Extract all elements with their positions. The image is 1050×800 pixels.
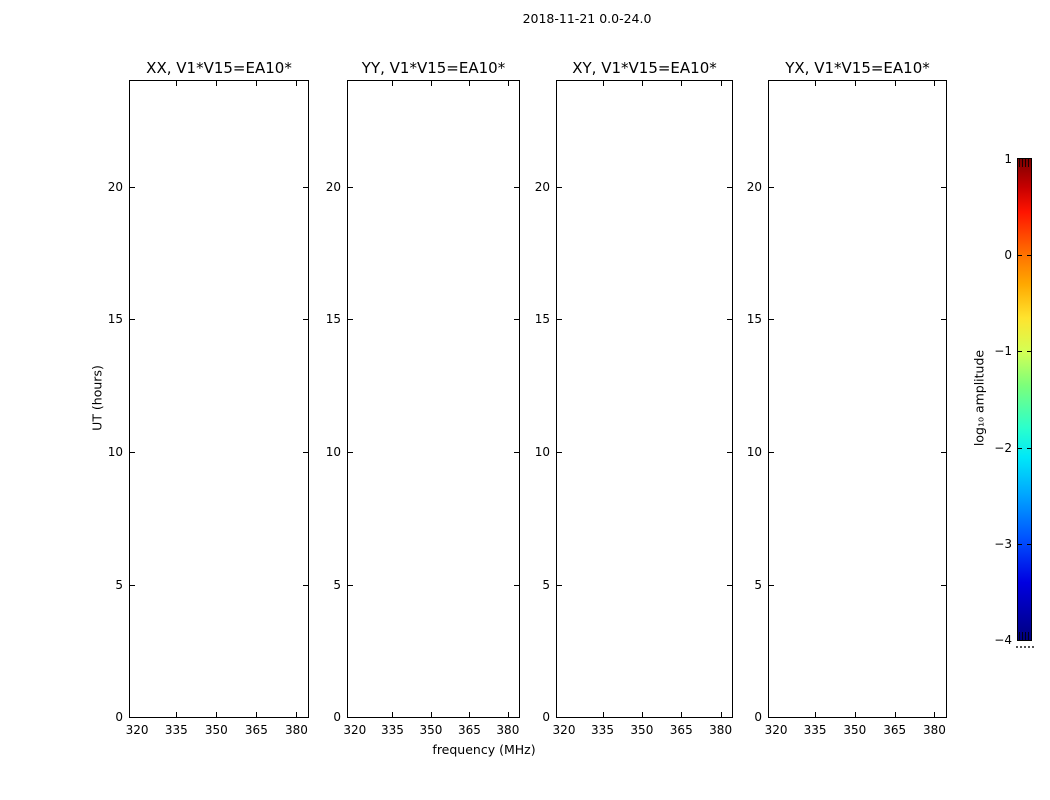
colorbar-tick-label: 0 [1004, 248, 1012, 263]
figure-title: 2018-11-21 0.0-24.0 [522, 11, 652, 26]
x-tick-label: 335 [591, 723, 614, 737]
y-tick-label: 0 [542, 710, 550, 724]
x-tick-label: 350 [204, 723, 228, 737]
x-tick-label: 350 [630, 723, 654, 737]
colorbar-tick-label: −2 [994, 440, 1012, 455]
tick-mark [469, 712, 470, 717]
tick-mark [303, 319, 308, 320]
x-tick-label: 350 [419, 723, 443, 737]
y-tick-label: 20 [107, 179, 123, 194]
tick-mark [296, 712, 297, 717]
tick-mark [642, 81, 643, 86]
tick-mark [727, 187, 732, 188]
tick-mark [303, 187, 308, 188]
tick-mark [216, 712, 217, 717]
x-tick-label: 365 [457, 723, 481, 737]
tick-mark [681, 81, 682, 86]
x-tick-label: 380 [923, 723, 946, 737]
tick-mark [469, 81, 470, 86]
panel-title: YY, V1*V15=EA10* [361, 59, 506, 77]
y-tick-label: 20 [534, 179, 550, 194]
tick-mark [303, 585, 308, 586]
y-tick-label: 5 [754, 577, 762, 592]
tick-mark [727, 452, 732, 453]
tick-mark [348, 319, 353, 320]
panel-title: XY, V1*V15=EA10* [572, 59, 717, 77]
tick-mark [934, 81, 935, 86]
y-tick-label: 20 [325, 179, 341, 194]
y-tick-label: 10 [746, 444, 762, 459]
tick-mark [130, 319, 135, 320]
tick-mark [431, 81, 432, 86]
tick-mark [514, 319, 519, 320]
tick-mark [392, 712, 393, 717]
y-tick-label: 0 [754, 710, 762, 724]
colorbar-comb-top [1019, 159, 1030, 167]
tick-mark [508, 712, 509, 717]
tick-mark [941, 319, 946, 320]
tick-mark [1027, 255, 1031, 256]
tick-mark [895, 712, 896, 717]
colorbar-label: log₁₀ amplitude [971, 349, 987, 447]
y-tick-label: 5 [115, 577, 123, 592]
tick-mark [1018, 351, 1022, 352]
tick-mark [514, 187, 519, 188]
tick-mark [514, 452, 519, 453]
y-tick-label: 20 [746, 179, 762, 194]
tick-mark [815, 712, 816, 717]
tick-mark [348, 452, 353, 453]
x-tick-label: 335 [381, 723, 404, 737]
tick-mark [1027, 448, 1031, 449]
y-tick-label: 15 [746, 311, 762, 326]
y-axis-label: UT (hours) [89, 365, 105, 431]
x-tick-label: 380 [496, 723, 520, 737]
tick-mark [1027, 544, 1031, 545]
x-tick-label: 365 [669, 723, 693, 737]
tick-mark [769, 585, 774, 586]
panel-xx [107, 59, 309, 737]
colorbar-comb-bottom [1019, 632, 1030, 640]
tick-mark [941, 452, 946, 453]
tick-mark [721, 81, 722, 86]
tick-mark [727, 585, 732, 586]
x-tick-label: 320 [764, 723, 788, 737]
panel-title: XX, V1*V15=EA10* [146, 59, 292, 77]
colorbar-dotted-edge [1016, 643, 1034, 648]
tick-mark [642, 712, 643, 717]
tick-mark [176, 81, 177, 86]
tick-mark [895, 81, 896, 86]
x-tick-label: 350 [843, 723, 867, 737]
tick-mark [557, 452, 562, 453]
tick-mark [681, 712, 682, 717]
tick-mark [216, 81, 217, 86]
tick-mark [348, 585, 353, 586]
x-tick-label: 320 [125, 723, 149, 737]
tick-mark [296, 81, 297, 86]
x-tick-label: 365 [883, 723, 907, 737]
tick-mark [1027, 351, 1031, 352]
tick-mark [557, 585, 562, 586]
tick-mark [176, 712, 177, 717]
tick-mark [1018, 544, 1022, 545]
tick-mark [603, 712, 604, 717]
tick-mark [508, 81, 509, 86]
tick-mark [130, 187, 135, 188]
tick-mark [431, 712, 432, 717]
panel-title: YX, V1*V15=EA10* [785, 59, 930, 77]
tick-mark [557, 319, 562, 320]
y-tick-label: 10 [534, 444, 550, 459]
tick-mark [130, 452, 135, 453]
tick-mark [941, 187, 946, 188]
tick-mark [769, 187, 774, 188]
tick-mark [855, 81, 856, 86]
panel-yy [325, 59, 520, 737]
y-tick-label: 15 [534, 311, 550, 326]
colorbar-tick-label: −1 [994, 344, 1012, 359]
x-tick-label: 365 [244, 723, 268, 737]
tick-mark [721, 712, 722, 717]
y-tick-label: 10 [107, 444, 123, 459]
tick-mark [130, 585, 135, 586]
tick-mark [392, 81, 393, 86]
x-tick-label: 320 [552, 723, 576, 737]
tick-mark [1018, 448, 1022, 449]
tick-mark [514, 585, 519, 586]
panel-yx [746, 59, 947, 737]
tick-mark [256, 81, 257, 86]
panel-xy [534, 59, 733, 737]
colorbar-tick-label: 1 [1004, 152, 1012, 166]
y-tick-label: 15 [107, 311, 123, 326]
tick-mark [557, 187, 562, 188]
tick-mark [769, 452, 774, 453]
tick-mark [941, 585, 946, 586]
y-tick-label: 5 [542, 577, 550, 592]
colorbar [994, 152, 1032, 647]
tick-mark [348, 187, 353, 188]
tick-mark [603, 81, 604, 86]
tick-mark [815, 81, 816, 86]
tick-mark [855, 712, 856, 717]
tick-mark [934, 712, 935, 717]
y-tick-label: 0 [333, 710, 341, 724]
colorbar-tick-label: −4 [994, 633, 1012, 647]
x-tick-label: 380 [284, 723, 308, 737]
tick-mark [1018, 255, 1022, 256]
colorbar-tick-label: −3 [994, 536, 1012, 551]
tick-mark [303, 452, 308, 453]
x-tick-label: 335 [803, 723, 827, 737]
y-tick-label: 15 [325, 311, 341, 326]
x-tick-label: 335 [164, 723, 188, 737]
tick-mark [256, 712, 257, 717]
tick-mark [769, 319, 774, 320]
x-axis-label: frequency (MHz) [432, 742, 536, 757]
tick-mark [727, 319, 732, 320]
y-tick-label: 10 [325, 444, 341, 459]
y-tick-label: 5 [333, 577, 341, 592]
y-tick-label: 0 [115, 710, 123, 724]
x-tick-label: 320 [343, 723, 367, 737]
x-tick-label: 380 [709, 723, 733, 737]
